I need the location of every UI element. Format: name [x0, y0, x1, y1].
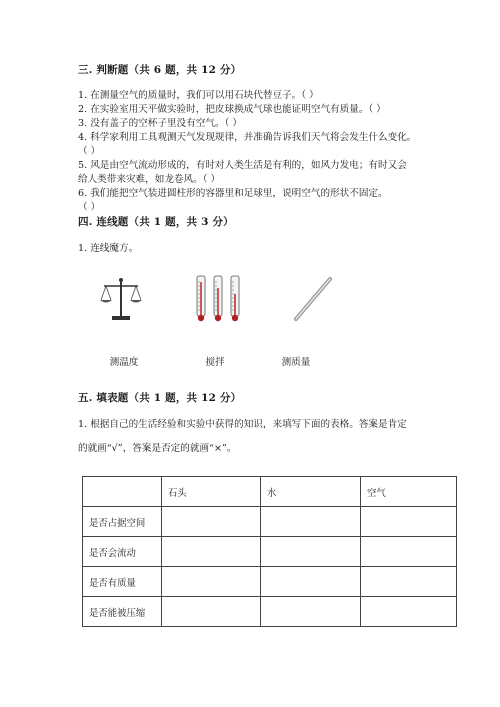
row-label: 是否占据空间: [83, 507, 162, 537]
answer-cell[interactable]: [261, 567, 361, 597]
match-question: 1. 连线魔方。: [78, 243, 139, 254]
table-header-cell: 空气: [361, 477, 457, 507]
answer-cell[interactable]: [361, 507, 457, 537]
section-4-title: 四. 连线题（共 1 题，共 3 分）: [78, 216, 234, 228]
balance-scale-icon: [98, 276, 144, 322]
answer-cell[interactable]: [361, 567, 457, 597]
judge-question-5-cont: 给人类带来灾难，如龙卷风。（ ）: [78, 174, 221, 185]
row-label: 是否能被压缩: [83, 597, 162, 627]
judge-question-3: 3. 没有盖子的空杯子里没有空气。（ ）: [78, 118, 242, 129]
stirring-rod-icon: [290, 275, 336, 323]
table-header-cell: 水: [261, 477, 361, 507]
answer-cell[interactable]: [162, 507, 261, 537]
row-label: 是否会流动: [83, 537, 162, 567]
judge-question-5: 5. 风是由空气流动形成的，有时对人类生活是有利的，如风力发电；有时又会: [78, 160, 407, 171]
answer-cell[interactable]: [261, 597, 361, 627]
answer-cell[interactable]: [261, 537, 361, 567]
judge-question-4: 4. 科学家利用工具观测天气发现规律，并准确告诉我们天气将会发生什么变化。: [78, 132, 417, 143]
judge-question-1: 1. 在测量空气的质量时，我们可以用石块代替豆子。（ ）: [78, 90, 319, 101]
table-row: [83, 537, 457, 567]
answer-cell[interactable]: [162, 597, 261, 627]
answer-cell[interactable]: [162, 537, 261, 567]
table-header-cell: 石头: [162, 477, 261, 507]
table-header-cell: [83, 477, 162, 507]
caption-measure-mass: 测质量: [281, 357, 311, 368]
fill-table: [82, 476, 457, 627]
section-5-title: 五. 填表题（共 1 题，共 12 分）: [78, 392, 242, 404]
row-label: 是否有质量: [83, 567, 162, 597]
caption-stir: 搅拌: [205, 357, 225, 368]
answer-cell[interactable]: [162, 567, 261, 597]
fill-question-line-1: 1. 根据自己的生活经验和实验中获得的知识，来填写下面的表格。答案是肯定: [78, 419, 407, 430]
answer-cell[interactable]: [361, 537, 457, 567]
table-row: [83, 507, 457, 537]
table-row: [83, 567, 457, 597]
judge-question-4-bracket: （ ）: [78, 146, 101, 157]
caption-measure-temperature: 测温度: [109, 357, 139, 368]
answer-cell[interactable]: [261, 507, 361, 537]
fill-question-line-2: 的就画“√”，答案是否定的就画“×”。: [78, 443, 237, 454]
answer-cell[interactable]: [361, 597, 457, 627]
judge-question-6-bracket: （ ）: [78, 202, 101, 213]
judge-question-6: 6. 我们能把空气装进圆柱形的容器里和足球里，说明空气的形状不固定。: [78, 188, 388, 199]
table-row: [83, 597, 457, 627]
judge-question-2: 2. 在实验室用天平做实验时，把皮球换成气球也能证明空气有质量。（ ）: [78, 104, 386, 115]
thermometers-icon: [195, 274, 243, 324]
section-3-title: 三. 判断题（共 6 题，共 12 分）: [78, 64, 242, 76]
table-header-row: [83, 477, 457, 507]
